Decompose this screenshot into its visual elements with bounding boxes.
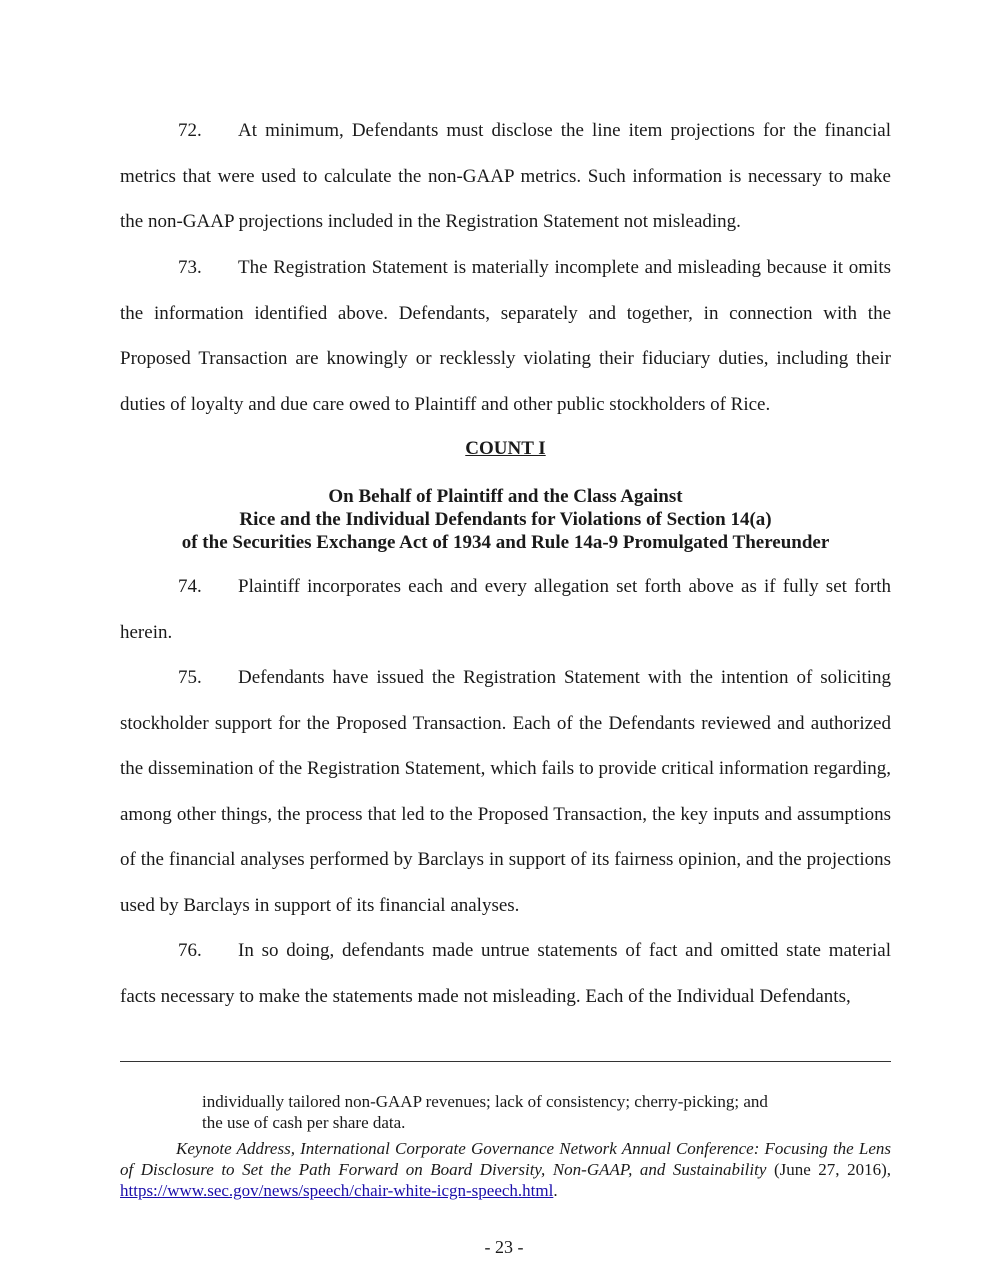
paragraph-73 [120, 245, 891, 427]
footnote-line: the use of cash per share data. [202, 1113, 406, 1132]
paragraph-76 [120, 928, 891, 1019]
paragraph-72 [120, 108, 891, 245]
paragraph-text: At minimum, Defendants must disclose the line item projections for the financial metrics that were used to calculate the non-GAAP metrics. Such information is necessary to make the non-GAAP projections included in the Registration Statement not misleading. [120, 120, 891, 233]
paragraph-text: In so doing, defendants made untrue statements of fact and omitted state material facts necessary to make the statements made not misleading. Each of the Individual Defendants, [120, 940, 891, 1007]
paragraph-number: 73. [178, 257, 202, 278]
citation-title: Keynote Address, International Corporate Governance Network Annual Conference: Focusing the Lens of Disclosure to Set the Path Forward on Board Diversity, Non-GAAP, and Sustainability [120, 1139, 891, 1179]
count-subheading [120, 485, 891, 554]
paragraph-text: Plaintiff incorporates each and every allegation set forth above as if fully set forth herein. [120, 576, 891, 643]
footnote-citation [120, 1138, 891, 1201]
paragraph-74 [120, 564, 891, 655]
footnote-continuation [202, 1091, 862, 1133]
page-number: - 23 - [484, 1237, 524, 1257]
paragraph-number: 74. [178, 576, 202, 597]
citation-end: . [553, 1181, 558, 1200]
paragraph-75 [120, 655, 891, 929]
paragraph-text: Defendants have issued the Registration Statement with the intention of soliciting stockholder support for the Proposed Transaction. Each of the Defendants reviewed and authorized the dissemination of the Registration Statement, which fails to provide critical information regarding, among other things, the process that led to the Proposed Transaction, the key inputs and assumptions of the financial analyses performed by Barclays in support of its fairness opinion, and the projections used by Barclays in support of its financial analyses. [120, 667, 891, 916]
subheading-line: Rice and the Individual Defendants for Violations of Section 14(a) [239, 509, 772, 530]
paragraph-number: 75. [178, 667, 202, 688]
footnote-line: individually tailored non-GAAP revenues; lack of consistency; cherry-picking; and [202, 1092, 768, 1111]
footnote-divider [120, 1061, 891, 1062]
paragraph-number: 72. [178, 120, 202, 141]
citation-link[interactable]: https://www.sec.gov/news/speech/chair-white-icgn-speech.html [120, 1181, 554, 1200]
paragraph-text: The Registration Statement is materially incomplete and misleading because it omits the information identified above. Defendants, separately and together, in connection with the Proposed Transaction are knowingly or recklessly violating their fiduciary duties, including their duties of loyalty and due care owed to Plaintiff and other public stockholders of Rice. [120, 257, 891, 415]
subheading-line: of the Securities Exchange Act of 1934 and Rule 14a-9 Promulgated Thereunder [181, 532, 830, 553]
citation-date: (June 27, 2016), [773, 1160, 891, 1179]
count-heading: COUNT I [465, 438, 546, 459]
paragraph-number: 76. [178, 940, 202, 961]
subheading-line: On Behalf of Plaintiff and the Class Against [328, 486, 683, 507]
